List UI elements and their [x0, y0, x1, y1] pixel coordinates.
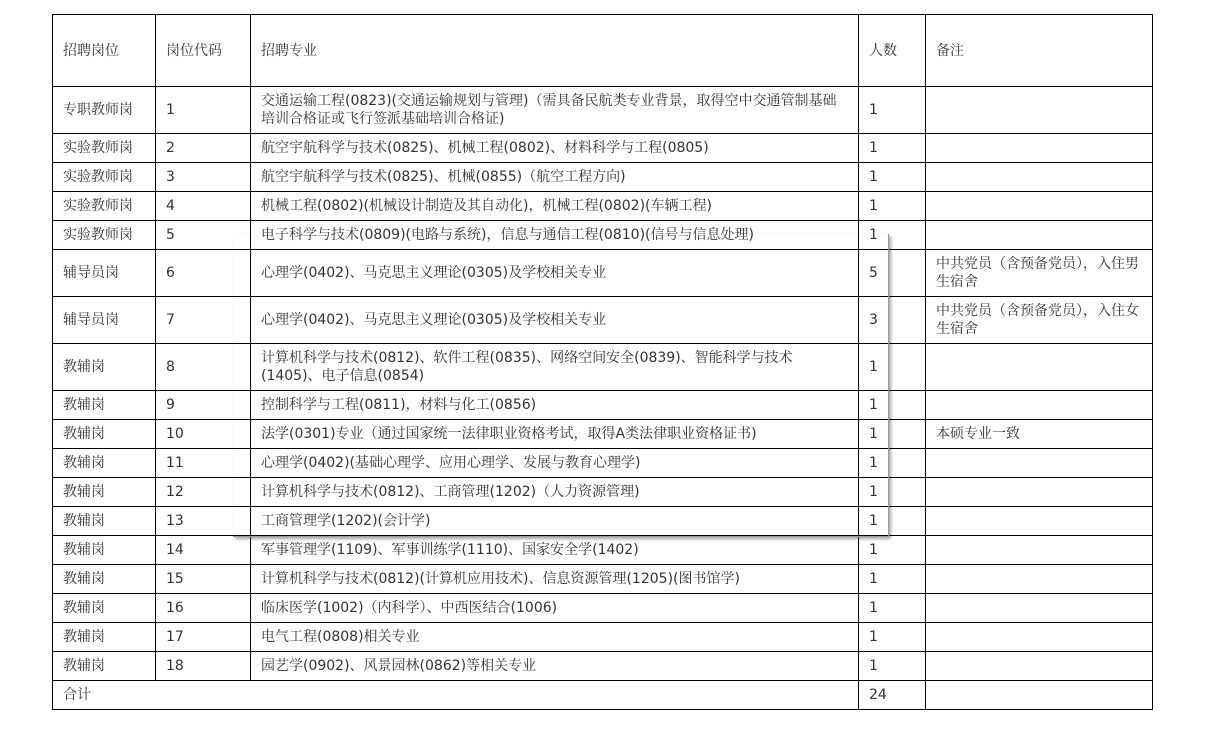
table-row [53, 536, 1153, 565]
cell-major: 计算机科学与技术(0812)(计算机应用技术)、信息资源管理(1205)(图书馆学) [251, 565, 859, 594]
table-header-row [53, 15, 1153, 87]
cell-count: 1 [859, 134, 926, 163]
cell-note [926, 623, 1153, 652]
table-row [53, 221, 1153, 250]
cell-post: 教辅岗 [53, 565, 156, 594]
cell-note [926, 478, 1153, 507]
cell-note [926, 221, 1153, 250]
cell-count: 1 [859, 478, 926, 507]
recruitment-table [52, 14, 1153, 710]
cell-post: 辅导员岗 [53, 250, 156, 297]
total-row [53, 681, 1153, 710]
cell-post: 实验教师岗 [53, 221, 156, 250]
cell-count: 1 [859, 420, 926, 449]
table-row [53, 192, 1153, 221]
cell-code: 17 [156, 623, 251, 652]
cell-note [926, 163, 1153, 192]
cell-note [926, 536, 1153, 565]
cell-code: 13 [156, 507, 251, 536]
recruitment-table-container [52, 14, 1152, 710]
cell-count: 1 [859, 87, 926, 134]
cell-post: 实验教师岗 [53, 163, 156, 192]
cell-major: 计算机科学与技术(0812)、工商管理(1202)（人力资源管理) [251, 478, 859, 507]
cell-post: 教辅岗 [53, 652, 156, 681]
cell-note [926, 344, 1153, 391]
cell-count: 1 [859, 652, 926, 681]
cell-code: 10 [156, 420, 251, 449]
header-count: 人数 [859, 15, 926, 87]
cell-count: 1 [859, 391, 926, 420]
cell-code: 4 [156, 192, 251, 221]
cell-post: 辅导员岗 [53, 297, 156, 344]
cell-count: 1 [859, 623, 926, 652]
cell-code: 16 [156, 594, 251, 623]
cell-major: 工商管理学(1202)(会计学) [251, 507, 859, 536]
cell-post: 教辅岗 [53, 449, 156, 478]
table-body [53, 87, 1153, 681]
cell-major: 计算机科学与技术(0812)、软件工程(0835)、网络空间安全(0839)、智能科学与技术(1405)、电子信息(0854) [251, 344, 859, 391]
table-row [53, 565, 1153, 594]
cell-count: 1 [859, 163, 926, 192]
cell-code: 3 [156, 163, 251, 192]
cell-major: 临床医学(1002)（内科学）、中西医结合(1006) [251, 594, 859, 623]
cell-count: 1 [859, 507, 926, 536]
table-row [53, 87, 1153, 134]
cell-post: 教辅岗 [53, 594, 156, 623]
cell-count: 3 [859, 297, 926, 344]
cell-note [926, 87, 1153, 134]
cell-post: 教辅岗 [53, 344, 156, 391]
cell-count: 1 [859, 192, 926, 221]
cell-note: 中共党员（含预备党员），入住女生宿舍 [926, 297, 1153, 344]
cell-code: 7 [156, 297, 251, 344]
cell-count: 1 [859, 344, 926, 391]
total-note [926, 681, 1153, 710]
table-row [53, 391, 1153, 420]
table-row [53, 623, 1153, 652]
cell-code: 14 [156, 536, 251, 565]
cell-note: 中共党员（含预备党员），入住男生宿舍 [926, 250, 1153, 297]
cell-major: 航空宇航科学与技术(0825)、机械工程(0802)、材料科学与工程(0805) [251, 134, 859, 163]
cell-count: 1 [859, 536, 926, 565]
cell-code: 9 [156, 391, 251, 420]
cell-count: 1 [859, 594, 926, 623]
cell-major: 军事管理学(1109)、军事训练学(1110)、国家安全学(1402) [251, 536, 859, 565]
cell-note [926, 565, 1153, 594]
table-row [53, 594, 1153, 623]
cell-note: 本硕专业一致 [926, 420, 1153, 449]
cell-post: 专职教师岗 [53, 87, 156, 134]
cell-major: 机械工程(0802)(机械设计制造及其自动化)，机械工程(0802)(车辆工程) [251, 192, 859, 221]
cell-note [926, 391, 1153, 420]
cell-code: 2 [156, 134, 251, 163]
cell-note [926, 594, 1153, 623]
cell-note [926, 134, 1153, 163]
cell-note [926, 192, 1153, 221]
cell-major: 航空宇航科学与技术(0825)、机械(0855)（航空工程方向) [251, 163, 859, 192]
table-row [53, 134, 1153, 163]
cell-major: 电子科学与技术(0809)(电路与系统)，信息与通信工程(0810)(信号与信息处理) [251, 221, 859, 250]
cell-code: 5 [156, 221, 251, 250]
table-row [53, 344, 1153, 391]
header-code: 岗位代码 [156, 15, 251, 87]
table-row [53, 297, 1153, 344]
cell-post: 教辅岗 [53, 478, 156, 507]
cell-post: 实验教师岗 [53, 134, 156, 163]
cell-major: 园艺学(0902)、风景园林(0862)等相关专业 [251, 652, 859, 681]
cell-count: 1 [859, 565, 926, 594]
cell-major: 交通运输工程(0823)(交通运输规划与管理)（需具备民航类专业背景，取得空中交通管制基础培训合格证或飞行签派基础培训合格证) [251, 87, 859, 134]
cell-post: 教辅岗 [53, 391, 156, 420]
cell-note [926, 449, 1153, 478]
cell-count: 1 [859, 449, 926, 478]
cell-code: 6 [156, 250, 251, 297]
cell-code: 11 [156, 449, 251, 478]
header-note: 备注 [926, 15, 1153, 87]
cell-note [926, 507, 1153, 536]
cell-count: 1 [859, 221, 926, 250]
table-row [53, 652, 1153, 681]
cell-code: 12 [156, 478, 251, 507]
table-row [53, 250, 1153, 297]
cell-post: 教辅岗 [53, 420, 156, 449]
cell-note [926, 652, 1153, 681]
cell-code: 8 [156, 344, 251, 391]
cell-code: 1 [156, 87, 251, 134]
cell-post: 教辅岗 [53, 507, 156, 536]
cell-major: 心理学(0402)、马克思主义理论(0305)及学校相关专业 [251, 250, 859, 297]
table-row [53, 163, 1153, 192]
table-row [53, 478, 1153, 507]
cell-major: 控制科学与工程(0811)，材料与化工(0856) [251, 391, 859, 420]
cell-major: 电气工程(0808)相关专业 [251, 623, 859, 652]
table-row [53, 449, 1153, 478]
header-major: 招聘专业 [251, 15, 859, 87]
cell-major: 心理学(0402)、马克思主义理论(0305)及学校相关专业 [251, 297, 859, 344]
cell-post: 教辅岗 [53, 623, 156, 652]
cell-count: 5 [859, 250, 926, 297]
header-post: 招聘岗位 [53, 15, 156, 87]
cell-code: 15 [156, 565, 251, 594]
total-count: 24 [859, 681, 926, 710]
cell-code: 18 [156, 652, 251, 681]
table-row [53, 507, 1153, 536]
total-label: 合计 [53, 681, 859, 710]
cell-post: 实验教师岗 [53, 192, 156, 221]
table-row [53, 420, 1153, 449]
cell-post: 教辅岗 [53, 536, 156, 565]
cell-major: 法学(0301)专业（通过国家统一法律职业资格考试，取得A类法律职业资格证书) [251, 420, 859, 449]
cell-major: 心理学(0402)(基础心理学、应用心理学、发展与教育心理学) [251, 449, 859, 478]
